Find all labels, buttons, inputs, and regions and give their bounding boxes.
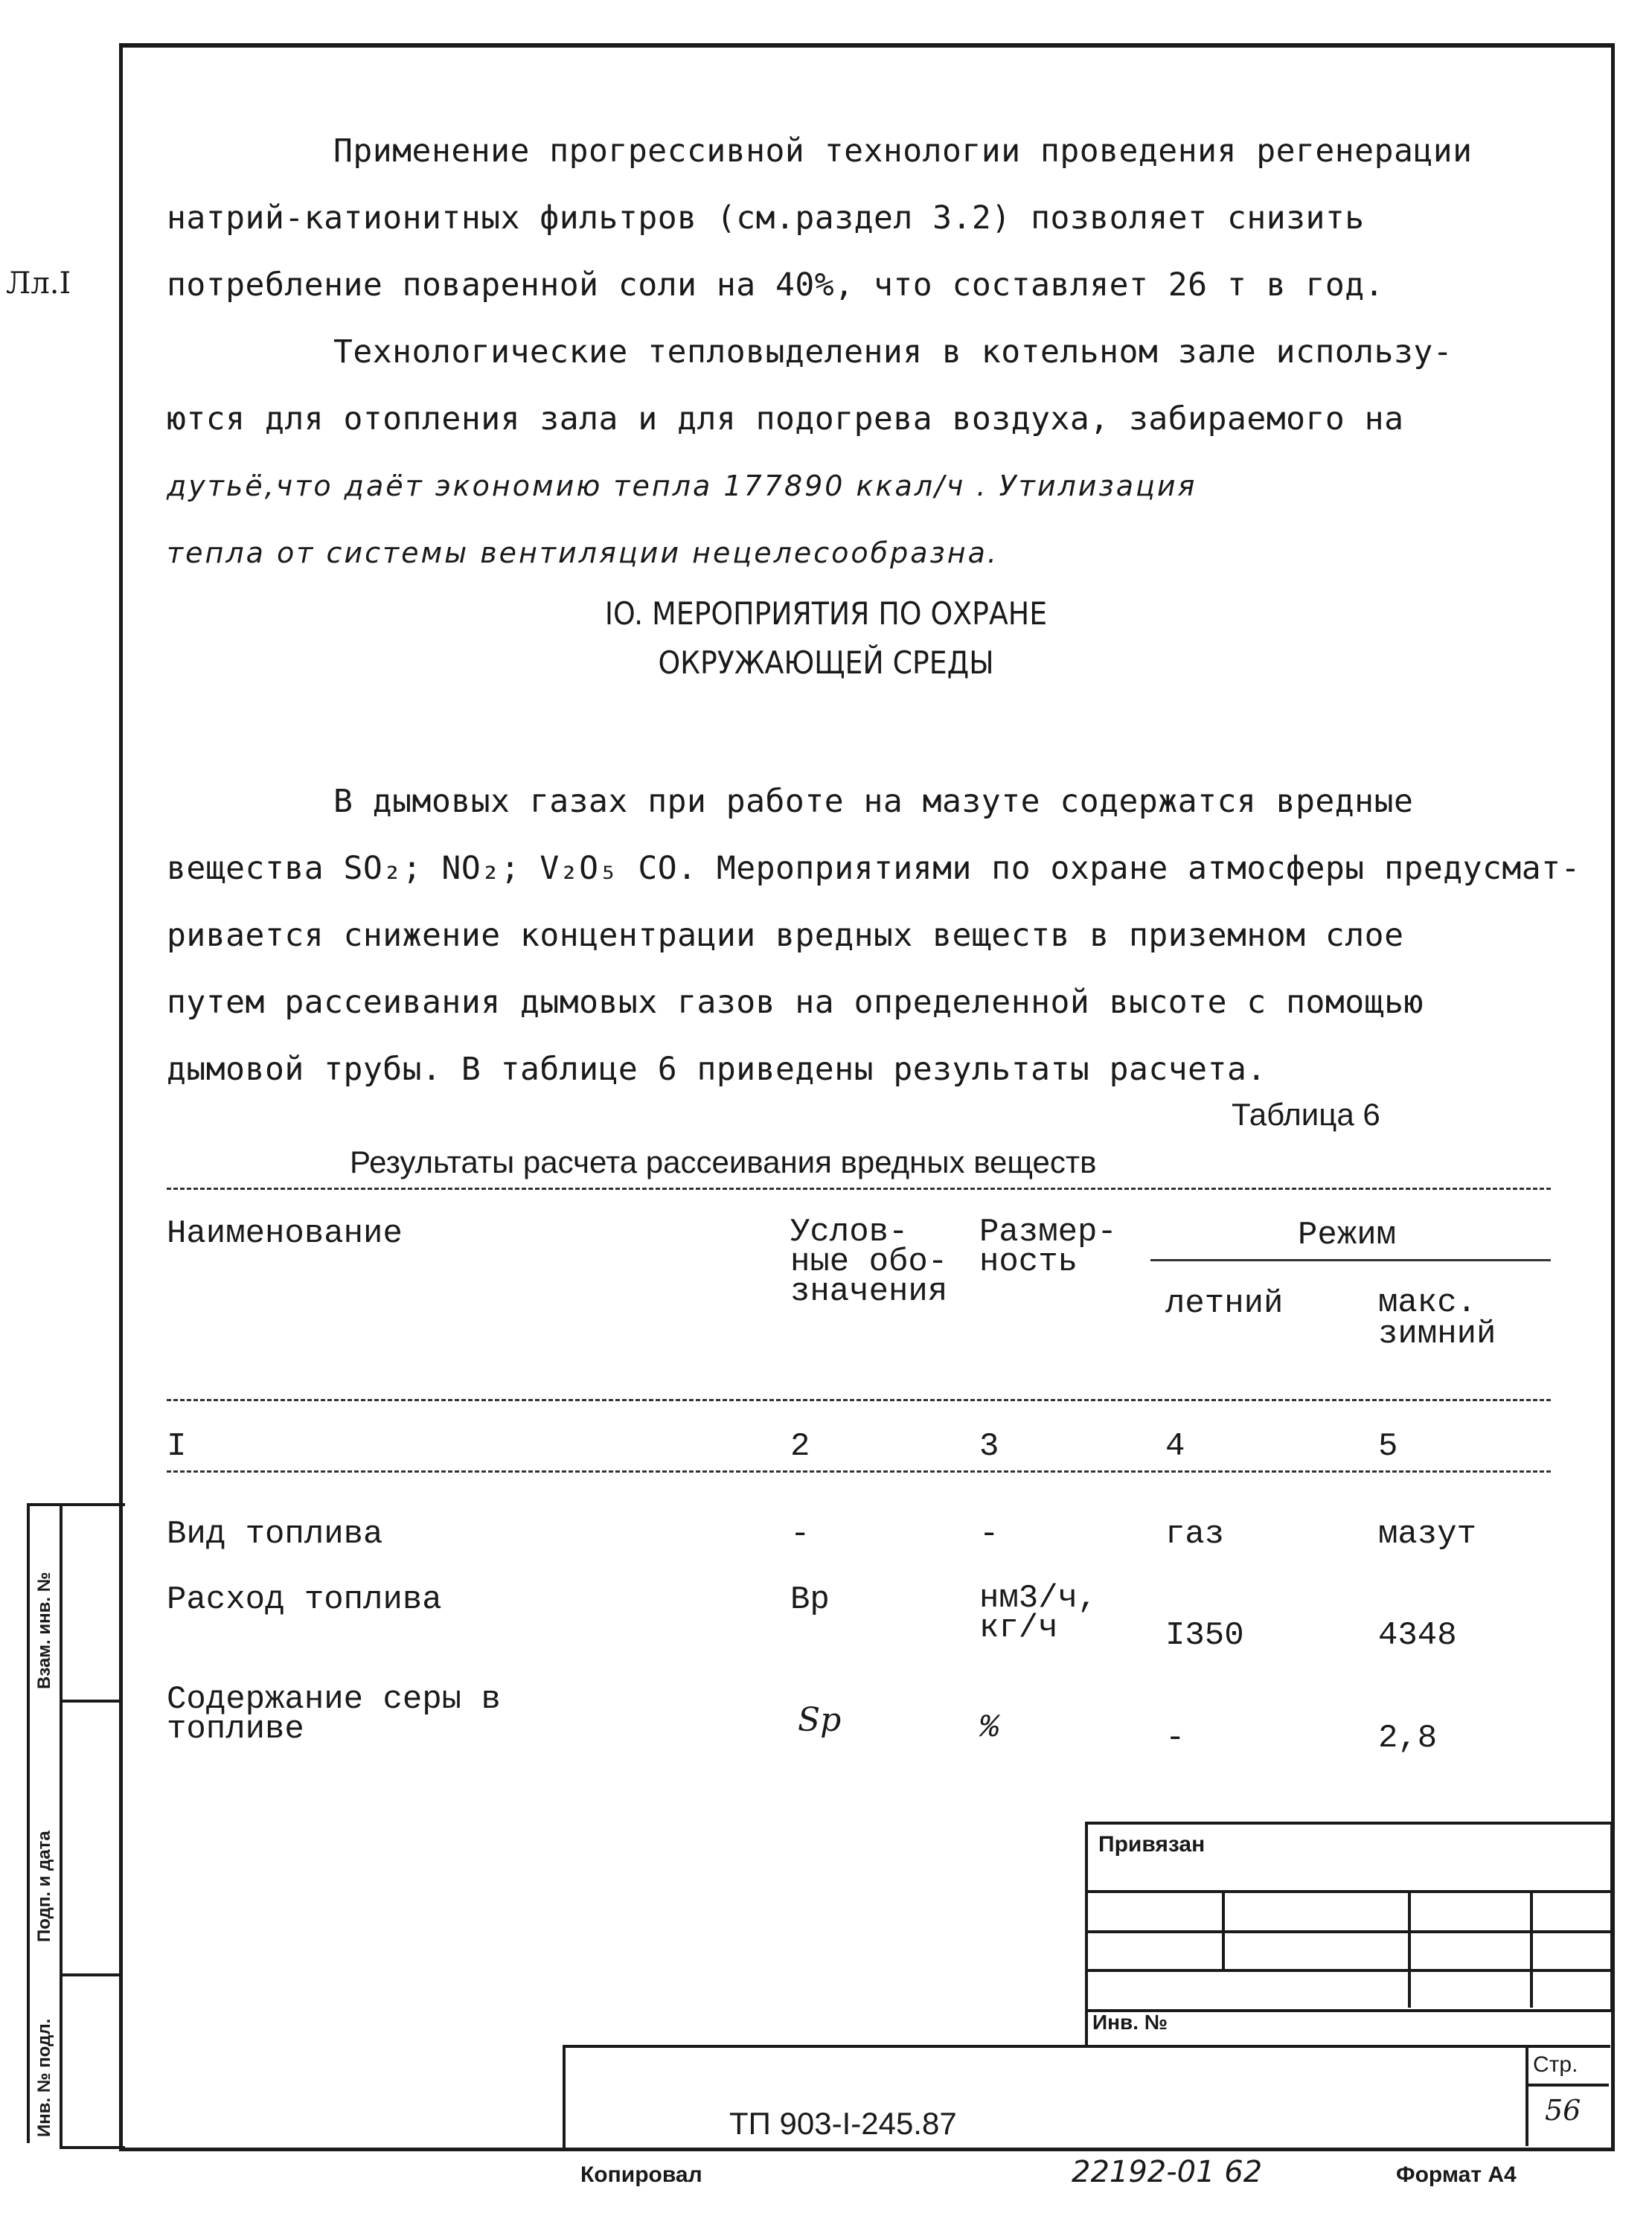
paragraph-line: вещества SO₂; NO₂; V₂O₅ CO. Мероприятиями по охране атмосферы предусмат- bbox=[167, 850, 1581, 887]
header-bottom-rule bbox=[167, 1399, 1551, 1401]
row-unit: % bbox=[979, 1709, 999, 1746]
header-summer: летний bbox=[1165, 1285, 1284, 1322]
row-name: Расход топлива bbox=[167, 1581, 442, 1618]
table-top-rule bbox=[167, 1188, 1551, 1190]
row-unit: - bbox=[979, 1516, 999, 1553]
stamp-vrule bbox=[1408, 1890, 1411, 2008]
paragraph-line: Технологические тепловыделения в котельном зале использу- bbox=[333, 333, 1453, 371]
side-label-vzam: Взам. инв. № bbox=[34, 1572, 54, 1689]
header-symbol: Услов- ные обо- значения bbox=[790, 1214, 948, 1310]
paragraph-line: ривается снижение концентрации вредных веществ в приземном слое bbox=[167, 917, 1404, 954]
margin-note: Лл.I bbox=[6, 266, 71, 301]
paragraph-line: ются для отопления зала и для подогрева воздуха, забираемого на bbox=[167, 400, 1404, 438]
side-stamp bbox=[60, 1503, 125, 2149]
mode-rule bbox=[1150, 1259, 1551, 1261]
header-mode: Режим bbox=[1298, 1217, 1397, 1254]
row-symbol: Sр bbox=[798, 1701, 842, 1739]
row-unit: нм3/ч, кг/ч bbox=[979, 1580, 1098, 1647]
doc-code: ТП 903-I-245.87 bbox=[729, 2106, 957, 2141]
side-rule bbox=[60, 1503, 63, 2143]
row-summer: - bbox=[1165, 1720, 1185, 1757]
stamp-privyazan: Привязан bbox=[1098, 1832, 1206, 1857]
row-name: Вид топлива bbox=[167, 1516, 383, 1553]
stamp-inv-no: Инв. № bbox=[1092, 2011, 1168, 2034]
row-winter: мазут bbox=[1378, 1516, 1477, 1553]
stamp-vrule bbox=[1222, 1890, 1225, 1972]
header-name: Наименование bbox=[167, 1215, 403, 1252]
header-winter: макс. зимний bbox=[1378, 1284, 1496, 1353]
col-number: 3 bbox=[979, 1428, 999, 1465]
col-number: 5 bbox=[1378, 1428, 1398, 1465]
colnum-bottom-rule bbox=[167, 1470, 1551, 1473]
stamp-vrule bbox=[1085, 2005, 1088, 2048]
paragraph-line: потребление поваренной соли на 40%, что составляет 26 т в год. bbox=[167, 266, 1385, 304]
paragraph-line: путем рассеивания дымовых газов на определенной высоте с помощью bbox=[167, 984, 1424, 1021]
side-rule bbox=[27, 1503, 63, 1506]
footer-format: Формат А4 bbox=[1396, 2162, 1517, 2187]
row-winter: 2,8 bbox=[1378, 1720, 1438, 1757]
row-summer: I350 bbox=[1165, 1617, 1244, 1654]
col-number: 4 bbox=[1165, 1428, 1185, 1465]
title-block bbox=[563, 2045, 1610, 2149]
side-rule bbox=[60, 1700, 122, 1703]
col-number: I bbox=[167, 1428, 187, 1465]
stamp-vrule bbox=[1530, 1890, 1533, 2008]
row-winter: 4348 bbox=[1378, 1617, 1457, 1654]
section-heading-line2: ОКРУЖАЮЩЕЙ СРЕДЫ bbox=[658, 644, 994, 681]
stamp-vrule bbox=[1525, 2045, 1528, 2146]
table-title: Результаты расчета рассеивания вредных веществ bbox=[350, 1144, 1097, 1179]
paragraph-line: натрий-катионитных фильтров (см.раздел 3.2) позволяет снизить bbox=[167, 199, 1365, 237]
paragraph-line: В дымовых газах при работе на мазуте содержатся вредные bbox=[333, 783, 1414, 820]
side-rule-outer bbox=[27, 1503, 30, 2143]
row-symbol: Вр bbox=[790, 1581, 830, 1618]
handwritten-line: тепла от системы вентиляции нецелесообразна. bbox=[167, 537, 999, 569]
footer-copied: Копировал bbox=[580, 2162, 702, 2187]
paragraph-line: дымовой трубы. В таблице 6 приведены результаты расчета. bbox=[167, 1051, 1267, 1088]
page-label: Стр. bbox=[1533, 2052, 1578, 2077]
page-number: 56 bbox=[1545, 2094, 1581, 2127]
col-number: 2 bbox=[790, 1428, 810, 1465]
section-heading-line1: IO. МЕРОПРИЯТИЯ ПО ОХРАНЕ bbox=[604, 595, 1048, 632]
row-name: Содержание серы в топливе bbox=[167, 1681, 501, 1748]
side-rule bbox=[60, 1973, 122, 1976]
table-label: Таблица 6 bbox=[1232, 1097, 1380, 1132]
row-symbol: - bbox=[790, 1516, 810, 1553]
header-unit: Размер- ность bbox=[979, 1214, 1117, 1281]
row-summer: газ bbox=[1165, 1516, 1225, 1553]
footer-order: 22192-01 62 bbox=[1072, 2155, 1263, 2189]
handwritten-line: дутьё,что даёт экономию тепла 177890 ккал/ч . Утилизация bbox=[167, 470, 1197, 502]
paragraph-line: Применение прогрессивной технологии проведения регенерации bbox=[333, 132, 1473, 170]
side-label-inv-podl: Инв. № подл. bbox=[34, 2018, 54, 2137]
side-label-podp: Подп. и дата bbox=[34, 1831, 54, 1942]
stamp-rule bbox=[1525, 2084, 1609, 2087]
